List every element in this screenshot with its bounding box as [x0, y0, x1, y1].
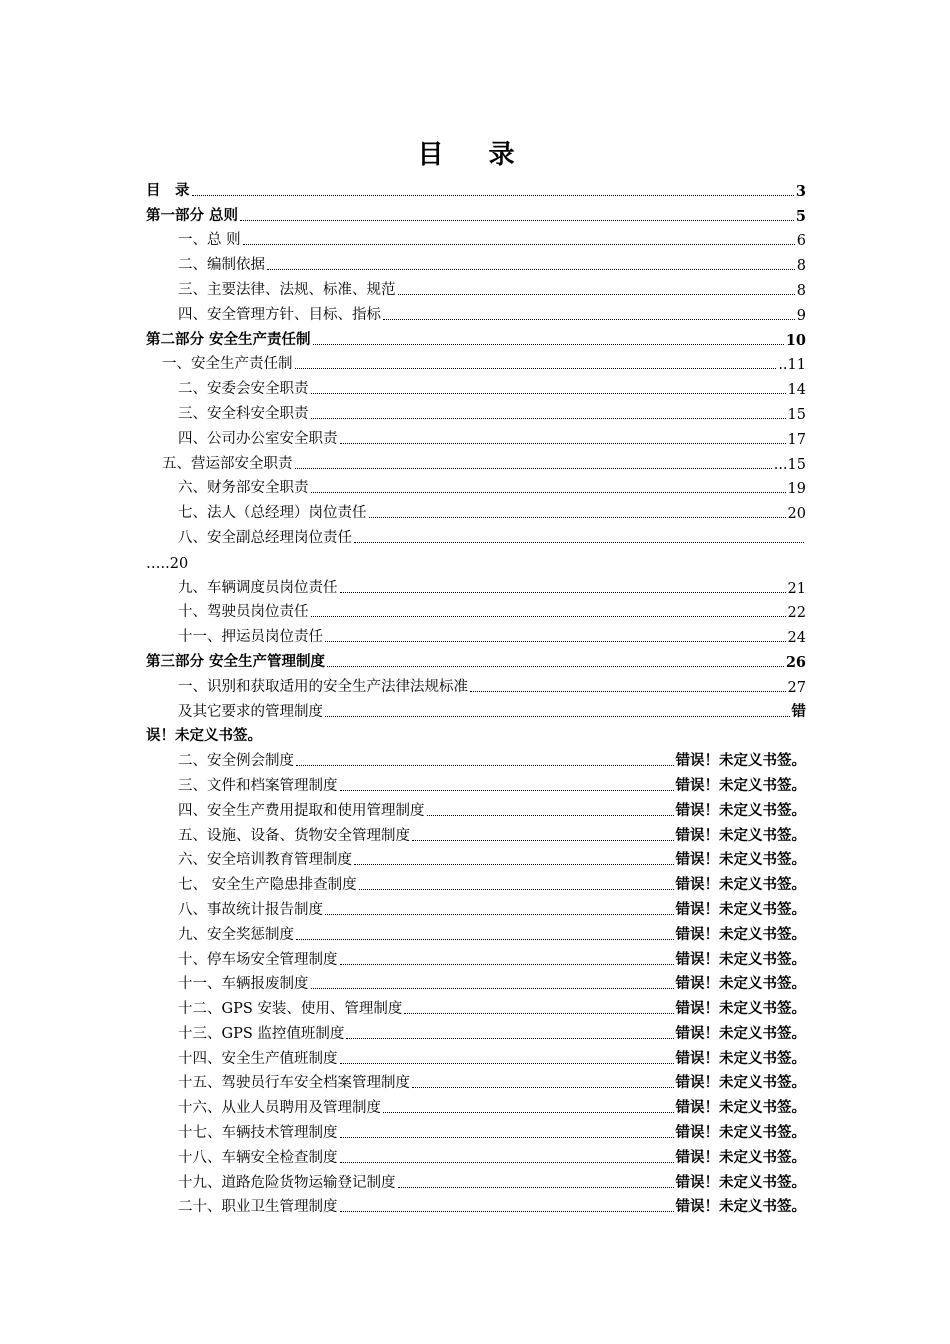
- toc-entry-title: 十、驾驶员岗位责任: [178, 604, 309, 621]
- toc-entry-title: 第一部分 总则: [146, 206, 239, 224]
- toc-entry[interactable]: [146, 1192, 806, 1217]
- toc-entry[interactable]: [146, 795, 806, 820]
- toc-entry[interactable]: [146, 1043, 806, 1068]
- toc-entry[interactable]: [146, 1018, 806, 1043]
- toc-entry-title: 一、总 则: [178, 232, 241, 249]
- toc-page-number: 错误！未定义书签。: [675, 826, 806, 844]
- toc-entry[interactable]: [146, 1167, 806, 1192]
- toc-dot-leader: [412, 1086, 674, 1088]
- toc-dot-leader: [340, 963, 674, 965]
- toc-page-number: 26: [785, 653, 806, 671]
- toc-dot-leader: [404, 1012, 673, 1014]
- toc-entry-title: 二、编制依据: [178, 257, 265, 274]
- toc-entry[interactable]: [146, 274, 806, 299]
- toc-entry-title: 七、 安全生产隐患排查制度: [178, 877, 357, 894]
- toc-entry[interactable]: [146, 621, 806, 646]
- toc-entry-title: 六、财务部安全职责: [178, 480, 309, 497]
- toc-entry[interactable]: [146, 869, 806, 894]
- toc-page-number: 9: [796, 307, 806, 324]
- toc-entry-title: 十一、押运员岗位责任: [178, 629, 323, 646]
- toc-page-number: 24: [787, 630, 806, 647]
- toc-dot-leader: [340, 442, 786, 444]
- toc-entry-title: 十六、从业人员聘用及管理制度: [178, 1100, 381, 1117]
- toc-dot-leader: [340, 591, 786, 593]
- toc-dot-leader: [325, 913, 674, 915]
- toc-entry-title: 八、安全副总经理岗位责任: [178, 529, 352, 546]
- toc-dot-leader: [325, 640, 786, 642]
- toc-dot-leader: [470, 690, 786, 692]
- toc-page-number: 17: [787, 431, 806, 448]
- toc-dot-leader: [369, 516, 786, 518]
- toc-page-number: 6: [796, 233, 806, 250]
- toc-entry-title: 二、安委会安全职责: [178, 381, 309, 398]
- toc-dot-leader: [383, 318, 795, 320]
- toc-page-number: 错误！未定义书签。: [675, 752, 806, 770]
- toc-entry[interactable]: [146, 745, 806, 770]
- toc-dot-leader: [359, 888, 674, 890]
- toc-dot-leader: [398, 293, 795, 295]
- toc-dot-leader: [192, 194, 794, 196]
- toc-entry[interactable]: [146, 522, 806, 547]
- toc-entry-title: 八、事故统计报告制度: [178, 901, 323, 918]
- toc-entry-title: 七、法人（总经理）岗位责任: [178, 505, 367, 522]
- toc-page-number: 错误！未定义书签。: [675, 925, 806, 943]
- toc-page-number: 14: [787, 382, 806, 399]
- toc-entry[interactable]: [146, 572, 806, 597]
- toc-dot-leader: [243, 243, 795, 245]
- toc-dot-leader: [295, 467, 772, 469]
- toc-dot-leader: [295, 367, 777, 369]
- toc-dot-leader: [340, 1062, 674, 1064]
- toc-entry-title: 五、营运部安全职责: [162, 455, 293, 472]
- toc-entry-title: 三、主要法律、法规、标准、规范: [178, 281, 396, 298]
- toc-entry-title: 十九、道路危险货物运输登记制度: [178, 1174, 396, 1191]
- toc-dot-leader: [311, 987, 674, 989]
- toc-page-number: 15: [787, 406, 806, 423]
- toc-dot-leader: [340, 1136, 674, 1138]
- toc-entry-title: 十一、车辆报废制度: [178, 976, 309, 993]
- toc-dot-leader: [398, 1186, 674, 1188]
- toc-entry[interactable]: [146, 944, 806, 969]
- toc-entry[interactable]: [146, 497, 806, 522]
- toc-entry-title: 十、停车场安全管理制度: [178, 951, 338, 968]
- toc-entry-title: 十三、GPS 监控值班制度: [178, 1025, 345, 1042]
- toc-dot-leader: [311, 615, 786, 617]
- toc-entry-title: 三、安全科安全职责: [178, 405, 309, 422]
- toc-page-number: 错误！未定义书签。: [675, 876, 806, 894]
- toc-page-number: 19: [787, 481, 806, 498]
- toc-entry-title: 第三部分 安全生产管理制度: [146, 652, 326, 670]
- toc-dot-leader: [340, 1161, 674, 1163]
- toc-page-number: ..11: [778, 357, 806, 374]
- toc-entry[interactable]: [146, 646, 806, 671]
- toc-entry[interactable]: [146, 1068, 806, 1093]
- toc-entry[interactable]: [146, 249, 806, 274]
- toc-entry[interactable]: [146, 969, 806, 994]
- toc-dot-leader: [412, 839, 674, 841]
- toc-entry-title: 第二部分 安全生产责任制: [146, 330, 311, 348]
- toc-dot-leader: [311, 491, 786, 493]
- toc-entry-title: 一、识别和获取适用的安全生产法律法规标准: [178, 678, 468, 695]
- toc-dot-leader: [296, 764, 674, 766]
- toc-entry-title: 及其它要求的管理制度: [178, 703, 323, 720]
- toc-entry-title: 十八、车辆安全检查制度: [178, 1149, 338, 1166]
- toc-entry[interactable]: [146, 373, 806, 398]
- table-of-contents: [146, 175, 806, 1216]
- toc-entry[interactable]: [146, 324, 806, 349]
- toc-page-number: 错误！未定义书签。: [675, 975, 806, 993]
- toc-page-number: 错误！未定义书签。: [675, 801, 806, 819]
- toc-dot-leader: [311, 417, 786, 419]
- toc-entry-title: 十五、驾驶员行车安全档案管理制度: [178, 1075, 410, 1092]
- toc-page-number: 10: [785, 331, 806, 349]
- toc-page-number: 错误！未定义书签。: [675, 1173, 806, 1191]
- toc-entry[interactable]: [146, 993, 806, 1018]
- toc-dot-leader: [313, 343, 784, 345]
- toc-entry[interactable]: [146, 225, 806, 250]
- toc-entry-title: 十二、GPS 安装、使用、管理制度: [178, 1001, 403, 1018]
- toc-dot-leader: [383, 1111, 674, 1113]
- toc-entry[interactable]: [146, 696, 806, 721]
- toc-dot-leader: [354, 541, 804, 543]
- toc-page-number: 错误！未定义书签。: [675, 776, 806, 794]
- toc-page-number: 错误！未定义书签。: [675, 950, 806, 968]
- toc-dot-leader: [325, 715, 790, 717]
- toc-entry[interactable]: [146, 547, 806, 572]
- toc-dot-leader: [327, 665, 784, 667]
- toc-entry[interactable]: [146, 721, 806, 746]
- toc-page-number: 21: [787, 580, 806, 597]
- toc-entry-title: 五、设施、设备、货物安全管理制度: [178, 827, 410, 844]
- toc-entry[interactable]: [146, 175, 806, 200]
- toc-entry[interactable]: [146, 820, 806, 845]
- toc-dot-leader: [340, 1210, 674, 1212]
- toc-entry[interactable]: [146, 448, 806, 473]
- page-title: 目 录: [417, 140, 533, 170]
- toc-page-number: 3: [795, 182, 806, 200]
- toc-entry[interactable]: [146, 770, 806, 795]
- toc-entry-title: 六、安全培训教育管理制度: [178, 852, 352, 869]
- toc-entry[interactable]: [146, 845, 806, 870]
- toc-page-number: 错误！未定义书签。: [675, 1148, 806, 1166]
- toc-page-number: 20: [787, 506, 806, 523]
- toc-entry-title: 四、安全管理方针、目标、指标: [178, 306, 381, 323]
- toc-entry-title: 目 录: [146, 181, 190, 199]
- toc-page-number: 8: [796, 258, 806, 275]
- toc-entry-title: 四、安全生产费用提取和使用管理制度: [178, 802, 425, 819]
- toc-entry-title: …..20: [146, 555, 189, 572]
- toc-entry-title: 九、车辆调度员岗位责任: [178, 579, 338, 596]
- toc-entry[interactable]: [146, 894, 806, 919]
- toc-entry-title: 二十、职业卫生管理制度: [178, 1199, 338, 1216]
- toc-dot-leader: [346, 1037, 673, 1039]
- toc-entry-title: 二、安全例会制度: [178, 753, 294, 770]
- toc-dot-leader: [296, 938, 674, 940]
- toc-entry-title: 三、文件和档案管理制度: [178, 777, 338, 794]
- toc-dot-leader: [311, 392, 786, 394]
- toc-entry-title: 一、安全生产责任制: [162, 356, 293, 373]
- toc-page-number: 8: [796, 282, 806, 299]
- toc-page-number: 错: [791, 702, 806, 720]
- toc-dot-leader: [267, 268, 795, 270]
- toc-entry[interactable]: [146, 919, 806, 944]
- toc-page-number: 错误！未定义书签。: [675, 851, 806, 869]
- toc-entry[interactable]: [146, 473, 806, 498]
- toc-entry[interactable]: [146, 1117, 806, 1142]
- toc-page-number: 错误！未定义书签。: [675, 1024, 806, 1042]
- toc-entry[interactable]: [146, 1142, 806, 1167]
- toc-page-number: 27: [787, 679, 806, 696]
- toc-page-number: 错误！未定义书签。: [675, 900, 806, 918]
- toc-entry-title: 九、安全奖惩制度: [178, 926, 294, 943]
- toc-page-number: 错误！未定义书签。: [675, 1000, 806, 1018]
- toc-page-number: 错误！未定义书签。: [675, 1198, 806, 1216]
- toc-entry-title: 十七、车辆技术管理制度: [178, 1125, 338, 1142]
- toc-entry[interactable]: [146, 299, 806, 324]
- toc-page-number: 错误！未定义书签。: [675, 1074, 806, 1092]
- toc-entry[interactable]: [146, 398, 806, 423]
- toc-page-number: 5: [795, 207, 806, 225]
- toc-entry-title: 误！未定义书签。: [146, 727, 262, 745]
- toc-page-number: 错误！未定义书签。: [675, 1124, 806, 1142]
- toc-entry-title: 十四、安全生产值班制度: [178, 1050, 338, 1067]
- toc-entry[interactable]: [146, 200, 806, 225]
- toc-entry-title: 四、公司办公室安全职责: [178, 430, 338, 447]
- toc-dot-leader: [340, 789, 674, 791]
- toc-entry[interactable]: [146, 423, 806, 448]
- toc-dot-leader: [354, 863, 674, 865]
- toc-page-number: 错误！未定义书签。: [675, 1049, 806, 1067]
- toc-page-number: 错误！未定义书签。: [675, 1099, 806, 1117]
- toc-page-number: ...15: [773, 456, 806, 473]
- toc-entry[interactable]: [146, 349, 806, 374]
- toc-entry[interactable]: [146, 597, 806, 622]
- toc-entry[interactable]: [146, 671, 806, 696]
- toc-dot-leader: [427, 814, 674, 816]
- toc-page-number: 22: [787, 605, 806, 622]
- toc-entry[interactable]: [146, 1092, 806, 1117]
- toc-dot-leader: [240, 219, 794, 221]
